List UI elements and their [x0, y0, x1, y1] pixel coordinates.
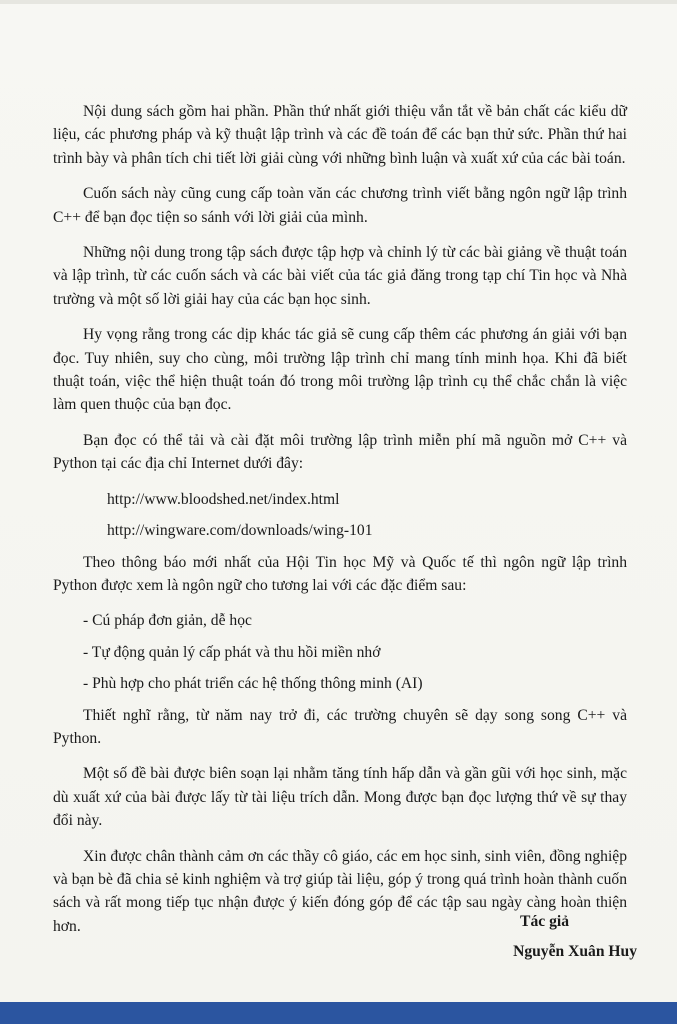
paragraph-hope: Hy vọng rằng trong các dịp khác tác giả sẽ cung cấp thêm các phương án giải với bạn đọc. Tuy nhiên, suy cho cùng, môi trường lập trình chỉ mang tính minh họa. Khi đã biết thuật toán, việc thể hiện thuật toán đó trong môi trường lập trình cụ thể chắc chắn là việc làm quen thuộc của bạn đọc. — [53, 326, 627, 414]
paragraph-sources: Những nội dung trong tập sách được tập hợp và chỉnh lý từ các bài giảng về thuật toán và lập trình, từ các cuốn sách và các bài viết của tác giả đăng trong tạp chí Tin học và Nhà trường và một số lời giải hay của các bạn học sinh. — [53, 244, 627, 308]
feature-item-ai: - Phù hợp cho phát triển các hệ thống thông minh (AI) — [83, 675, 423, 693]
paragraph-download: Bạn đọc có thể tải và cài đặt môi trường lập trình miễn phí mã nguồn mở C++ và Python tại các địa chỉ Internet dưới đây: — [53, 431, 627, 473]
paragraph-cpp-programs: Cuốn sách này cũng cung cấp toàn văn các chương trình viết bằng ngôn ngữ lập trình C++ để bạn đọc tiện so sánh với lời giải của mình. — [53, 185, 627, 226]
paragraph-adaptation: Một số đề bài được biên soạn lại nhằm tăng tính hấp dẫn và gần gũi với học sinh, mặc dù xuất xứ của bài được lấy từ tài liệu trích dẫn. Mong được bạn đọc lượng thứ về sự thay đổi này. — [53, 765, 627, 830]
paragraph-python: Theo thông báo mới nhất của Hội Tin học Mỹ và Quốc tế thì ngôn ngữ lập trình Python được xem là ngôn ngữ cho tương lai với các đặc điểm sau: — [53, 553, 627, 594]
body-text — [53, 100, 627, 950]
signature-label: Tác giả — [520, 913, 569, 930]
signature-name: Nguyễn Xuân Huy — [513, 943, 637, 960]
page-bottom-edge — [0, 1002, 677, 1024]
page-top-edge — [0, 0, 677, 4]
url-wingware: http://wingware.com/downloads/wing-101 — [107, 522, 373, 540]
url-bloodshed: http://www.bloodshed.net/index.html — [107, 490, 340, 508]
paragraph-thanks: Xin được chân thành cảm ơn các thầy cô giáo, các em học sinh, sinh viên, đồng nghiệp và bạn bè đã chia sẻ kinh nghiệm và trợ giúp tài liệu, góp ý trong quá trình hoàn thành cuốn sách và rất mong tiếp tục nhận được ý kiến đóng góp để các tập sau ngày càng hoàn thiện hơn. — [53, 847, 627, 935]
feature-item-syntax: - Cú pháp đơn giản, dễ học — [83, 612, 252, 630]
paragraph-intro: Nội dung sách gồm hai phần. Phần thứ nhất giới thiệu vắn tắt về bản chất các kiểu dữ liệu, các phương pháp và kỹ thuật lập trình và các đề toán để các bạn thử sức. Phần thứ hai trình bày và phân tích chi tiết lời giải cùng với những bình luận và xuất xứ của các bài toán. — [53, 103, 627, 167]
feature-item-memory: - Tự động quản lý cấp phát và thu hồi miền nhớ — [83, 643, 381, 661]
paragraph-schools: Thiết nghĩ rằng, từ năm nay trở đi, các trường chuyên sẽ dạy song song C++ và Python. — [53, 706, 627, 747]
